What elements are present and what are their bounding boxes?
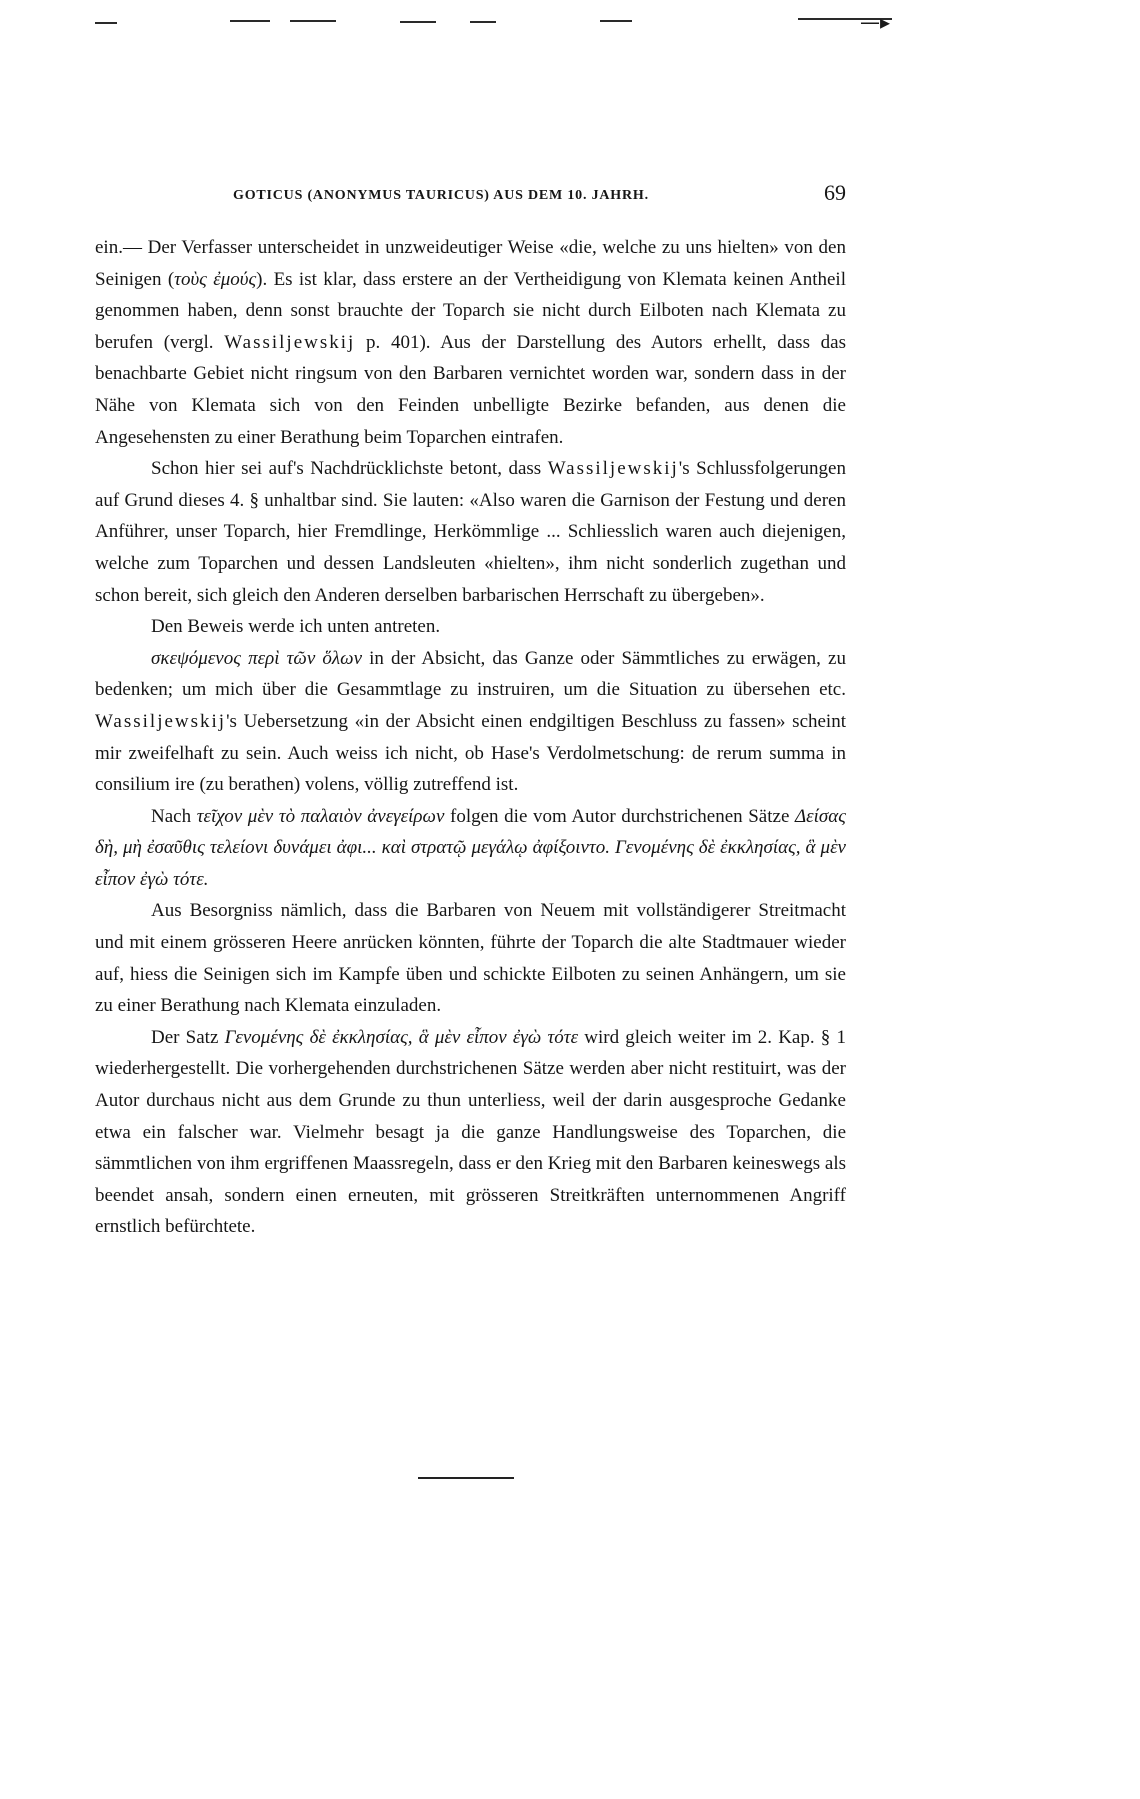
text-run: Den Beweis werde ich unten antreten.: [151, 616, 441, 638]
body-text: [95, 232, 846, 1452]
scan-artifact-line: [95, 22, 117, 24]
body-paragraph: [95, 611, 846, 643]
body-paragraph: [95, 232, 846, 453]
scan-artifact-line: [400, 21, 436, 23]
text-run: Schon hier sei auf's Nachdrücklichste betont, dass: [151, 458, 548, 480]
text-run: in der Absicht, das Ganze oder Sämmtliches zu erwägen, zu bedenken; um mich über die Gesammtlage zu instruiren, um die Situation zu übersehen etc.: [95, 647, 846, 701]
body-paragraph: [95, 1022, 846, 1243]
greek-quote: τεῖχον μὲν τὸ παλαιὸν ἀνεγείρων: [196, 805, 445, 827]
running-title: GOTICUS (ANONYMUS TAURICUS) AUS DEM 10. JAHRH.: [233, 188, 649, 203]
text-run: ein.— Der Verfasser unterscheidet in unzweideutiger Weise «die, welche zu uns hielten» von den Seinigen (: [95, 237, 846, 290]
body-paragraph: [95, 643, 846, 801]
greek-quote: Δείσας δὴ, μὴ ἐσαῦθις τελείονι δυνάμει ἀφι... καὶ στρατῷ μεγάλῳ ἀφίξοιντο. Γενομένης δὲ ἐκκλησίας, ἃ μὲν εἶπον ἐγὼ τότε.: [95, 805, 846, 890]
page-number: 69: [824, 180, 846, 205]
text-run: p. 401). Aus der Darstellung des Autors erhellt, dass das benachbarte Gebiet nicht ringsum von den Barbaren vernichtet worden war, sondern dass in der Nähe von Klemata sich von den Feinden unbelligte Bezirke befanden, aus denen die Angesehensten zu einer Berathung beim Toparchen eintrafen.: [95, 331, 846, 448]
text-run: 's Uebersetzung «in der Absicht einen endgiltigen Beschluss zu fassen» scheint mir zweifelhaft zu sein. Auch weiss ich nicht, ob Hase's Verdolmetschung: de rerum summa in consilium ire (zu berathen) volens, völlig zutreffend ist.: [95, 710, 846, 796]
author-name: Wassiljewskij: [224, 331, 356, 353]
text-run: 's Schlussfolgerungen auf Grund dieses 4. § unhaltbar sind. Sie lauten: «Also waren die Garnison der Festung und deren Anführer, unser Toparch, hier Fremdlinge, Herkömmlige ... Schliesslich waren auch diejenigen, welche zum Toparchen und dessen Landsleuten «hielten», ihm nicht sonderlich zugethan und schon bereit, sich gleich den Anderen derselben barbarischen Herrschaft zu übergeben».: [95, 458, 846, 606]
body-paragraph: [95, 895, 846, 1021]
greek-quote: τοὺς ἐμούς: [174, 268, 257, 290]
scan-artifact-line: [600, 20, 632, 22]
text-run: Aus Besorgniss nämlich, dass die Barbaren von Neuem mit vollständigerer Streitmacht und mit einem grösseren Heere anrücken könnten, führte der Toparch die alte Stadtmauer wieder auf, hiess die Seinigen sich im Kampfe üben und schickte Eilboten zu seinen Anhängern, um sie zu einer Berathung nach Klemata einzuladen.: [95, 900, 846, 1017]
text-run: Nach: [151, 805, 197, 827]
greek-quote: σκεψόμενος περὶ τῶν ὅλων: [151, 647, 362, 669]
text-run: ). Es ist klar, dass erstere an der Vertheidigung von Klemata keinen Antheil genommen haben, denn sonst brauchte der Toparch sie nicht durch Eilboten nach Klemata zu berufen (vergl.: [95, 268, 846, 353]
body-paragraph: [95, 453, 846, 611]
scan-artifact-line: [470, 21, 496, 23]
corner-arrow-mark: —▸: [860, 10, 891, 34]
text-run: Der Satz: [151, 1026, 225, 1048]
page-header: [233, 178, 846, 218]
scan-artifact-line: [230, 20, 270, 22]
end-rule: [418, 1477, 514, 1479]
scan-artifact-line: [290, 20, 336, 22]
text-run: folgen die vom Autor durchstrichenen Sätze: [444, 805, 796, 827]
text-run: wird gleich weiter im 2. Kap. § 1 wiederhergestellt. Die vorhergehenden durchstrichenen Sätze werden aber nicht restituirt, was der Autor durchaus nicht aus dem Grunde zu thun unterliess, weil der darin ausgesproche Gedanke etwa ein falscher war. Vielmehr besagt ja die ganze Handlungsweise des Toparchen, die sämmtlichen von ihm ergriffenen Maassregeln, dass er den Krieg mit den Barbaren keineswegs als beendet ansah, sondern einen erneuten, mit grösseren Streitkräften unternommenen Angriff ernstlich befürchtete.: [95, 1026, 846, 1238]
author-name: Wassiljewskij: [95, 710, 227, 732]
body-paragraph: [95, 801, 846, 896]
greek-quote: Γενομένης δὲ ἐκκλησίας, ἃ μὲν εἶπον ἐγὼ τότε: [224, 1026, 579, 1048]
author-name: Wassiljewskij: [547, 458, 679, 480]
